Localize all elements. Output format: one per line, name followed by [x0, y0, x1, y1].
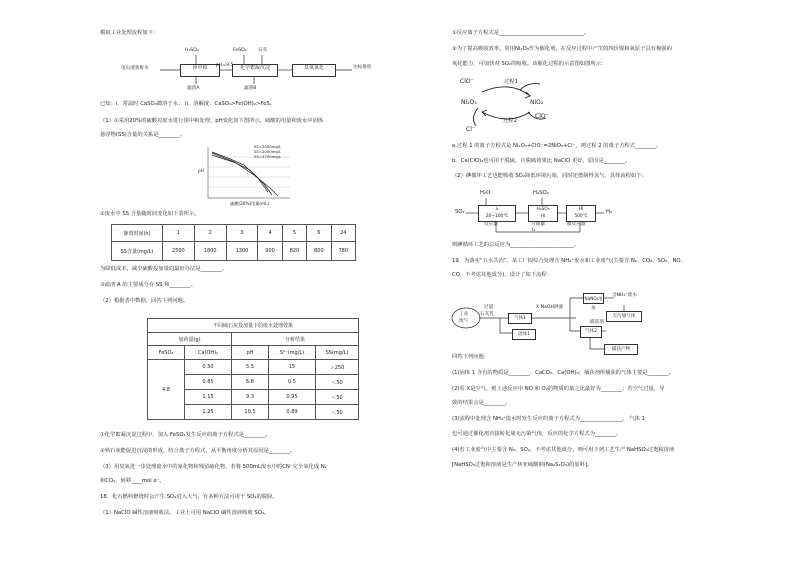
- table-cell: 6: [307, 225, 331, 242]
- flow-output: 达标排放: [353, 65, 372, 70]
- table-cell: ＜50: [316, 405, 359, 420]
- table-cell: 2: [194, 225, 226, 242]
- table-header: pH: [232, 346, 269, 360]
- table-cell: 780: [331, 242, 355, 261]
- flow-box-ozone: 臭氧氧化: [292, 64, 336, 77]
- table-header: S²⁻(mg/L): [269, 346, 316, 360]
- table-cell: 1.25: [185, 405, 232, 420]
- right-line-2: ②为了提高吸收效率，常用Ni₂O₃作为催化剂。在反应过程中产生的四价镍和氧原子具有极强的: [452, 46, 672, 52]
- table-cell: 900: [258, 242, 282, 261]
- right-line-4: a.过程 1 的离子方程式是 Ni₂O₃+ClO⁻=2NiO₂+Cl⁻，则过程 2 的离子方程式________。: [452, 143, 662, 149]
- table-cell: 4: [258, 225, 282, 242]
- iodine-i2-return: I₂: [532, 228, 536, 233]
- left-line-1: 模拟工业处理流程如下：: [100, 30, 159, 36]
- flow-ph-label: pH=9.5: [216, 63, 234, 68]
- iodine-membrane-top: HI: [578, 207, 584, 212]
- iodine-h2o: H₂O: [480, 190, 491, 196]
- left-line-14: （1）NaClO 碱性溶液吸收法。工业上可用 NaClO 碱性溶液吸收 SO₂。: [100, 510, 270, 516]
- waste-gas-line2: 废气: [459, 319, 469, 324]
- table-cell: 800: [307, 242, 331, 261]
- cycle-cl-out: Cl⁻: [466, 126, 476, 133]
- right-line-5: b．Ca(ClO)₂也可用于脱硫，且脱硫效果比 NaClO 更好，原因是________。: [452, 158, 631, 164]
- table-cell: 2500: [163, 242, 195, 261]
- flow-residue-a: 滤渣A: [187, 86, 200, 91]
- iodine-reactor-top: I₂: [495, 207, 499, 212]
- table-header: SS(mg/L): [316, 346, 359, 360]
- right-line-3: 氧化能力，可加快对 SO₂的吸收。该催化过程的示意图如图所示：: [452, 61, 607, 67]
- left-line-12: 和CO₂，转移____mol e⁻。: [100, 478, 165, 484]
- iodine-h2: H₂: [606, 209, 613, 215]
- right-line-9: CO，不考虑其他成分)，设计了如下流程：: [452, 272, 552, 278]
- left-line-3: （1）①采用20%的硫酸对废水进行预中和处理，pH变化如下图所示。硫酸的用量和废水中固体: [100, 118, 324, 124]
- table-cell: 1300: [226, 242, 258, 261]
- left-line-2: 已知：i．常温时 CaSO₄微溶于水； ii．溶解度：CaSO₄>Fe(OH)₂>FeS。: [100, 101, 276, 107]
- right-line-10: 回答下列问题：: [452, 354, 490, 360]
- iodine-separator-label: 分离器: [531, 222, 545, 227]
- waste-gas-line1: 工业: [459, 312, 469, 317]
- waste-solid-1: 固体1: [512, 329, 536, 340]
- left-line-10: ②熟石灰能促进沉淀的形成，结合离子方程式，从平衡角度分析其原因是________。: [100, 448, 296, 454]
- table-cell: 0.85: [185, 375, 232, 390]
- right-line-13: 致的结果会是________。: [452, 400, 511, 406]
- table-cell: 0.5: [269, 375, 316, 390]
- iodine-reactor-label: 反应器: [484, 222, 498, 227]
- iodine-h2so4: H₂SO₄: [533, 190, 549, 196]
- flow-box-flocculation: 化学絮凝沉淀: [232, 64, 278, 77]
- right-line-14: (3)流程中处理含 NH₄⁺废水时发生反应的离子方程式为________________。 气体 1: [452, 416, 645, 422]
- cycle-nio2: NiO₂: [530, 99, 544, 106]
- flow-residue-b: 滤渣B: [244, 86, 257, 91]
- ph-chart-legend-1: SS=2500mg/L: [254, 144, 282, 149]
- flow-box-preneutralize: 预中和: [180, 64, 220, 77]
- waste-x-naoh: X NaOH溶液: [536, 305, 564, 310]
- iodine-reactor-temp: 20~100℃: [485, 214, 509, 219]
- flow-reagent-feso4: FeSO₄: [233, 48, 247, 53]
- waste-absorbent: 捕获剂: [590, 320, 604, 325]
- table-caption: 不同硫石灰投加量下的废水处理效果: [148, 319, 359, 333]
- right-line-16: (4)若工业废气中主要含 N₂、SO₂，不考虑其他成分，则可用下列工艺生产 NaHSO₃过饱和溶液: [452, 447, 675, 453]
- table-cell: ＞250: [316, 360, 359, 375]
- cycle-process-2: 过程2: [503, 118, 517, 124]
- waste-excess: 过量: [484, 305, 494, 310]
- left-line-5: ②废水中 SS 含量随时间变化如下表所示。: [100, 211, 200, 217]
- table-cell: 5.5: [232, 360, 269, 375]
- table-cell: 24: [331, 225, 355, 242]
- right-line-1: ①反应离子方程式是________________________________。: [452, 30, 590, 36]
- left-line-11: （3）用臭氧进一步处理废水中的氰化物和残留硫化物，若将 500mL废水中的CN⁻完全氧化成 N₂: [100, 464, 327, 470]
- table-cell: 10.5: [232, 405, 269, 420]
- table-cell: ＜50: [316, 375, 359, 390]
- cycle-process-1: 过程1: [504, 79, 518, 85]
- right-line-6: （2）碘循环工艺也能吸收 SO₂降低环境污染，同时还能制得氢气，具体流程如下：: [452, 173, 647, 179]
- ph-chart-xlabel: 硫酸(20%)用量(mL): [230, 201, 270, 206]
- waste-nh4: 含NH₄⁺废水: [612, 293, 637, 298]
- table-cell: 9.3: [232, 390, 269, 405]
- table-header: FeSO₄: [148, 346, 185, 360]
- table-cell: ＜50: [316, 390, 359, 405]
- right-line-15: 也可通过催化剂直接转化成无污染气体，反应的化学方程式为________。: [452, 431, 622, 437]
- table-cell: 6.8: [232, 375, 269, 390]
- left-line-7: ③滤渣 A 的主要成分有 SS 和________。: [100, 282, 196, 288]
- iodine-membrane-temp: 500℃: [574, 214, 588, 219]
- table-header: Ca(OH)₂: [185, 346, 232, 360]
- left-line-9: ①化学絮凝沉淀过程中，加入 FeSO₄发生反应的离子方程式是________。: [100, 432, 271, 438]
- left-line-4: 悬浮物(SS)含量的关系是________。: [100, 132, 186, 138]
- iodine-membrane-label: 膜反应器: [567, 222, 586, 227]
- iodine-separator-top: H₂SO₄: [536, 207, 550, 212]
- flow-input: 电石渣浆废水: [121, 66, 149, 71]
- cycle-clo-in: ClO⁻: [460, 78, 474, 85]
- ph-chart-ylabel: pH: [198, 169, 205, 174]
- right-line-12: (2)若 X是空气，则上述反应中 NO 和 O₂的物质的量之比最好为________；若空气过量，导: [452, 386, 665, 392]
- waste-gas-1: 气体1: [508, 313, 532, 324]
- cycle-clo-2: ClO⁻: [535, 113, 549, 120]
- right-line-17: [NaHSO₃过饱和溶液是生产焦亚硫酸钠(Na₂S₂O₅)的原料]。: [452, 462, 593, 468]
- ph-chart-legend-3: SS=3700mg/L: [254, 154, 282, 159]
- table-cell: 0.89: [269, 405, 316, 420]
- table-cell: 1: [163, 225, 195, 242]
- table-cell: 1.15: [185, 390, 232, 405]
- right-line-11: (1)固体 1 含有的物质是________、CaCO₃、Ca(OH)₂；捕获剂所捕获的气体主要是________。: [452, 370, 675, 376]
- table-cell: 5: [282, 225, 306, 242]
- table-cell: 1800: [194, 242, 226, 261]
- waste-clean-gas: 无污染气体: [606, 311, 642, 322]
- waste-lime: 石灰乳: [480, 312, 494, 317]
- flow-reagent-lime: 石灰: [258, 48, 268, 53]
- flow-reagent-h2so4: H₂SO₄: [185, 48, 199, 53]
- iodine-separator-bottom: HI: [540, 214, 546, 219]
- ph-chart-legend-2: SS=2000mg/L: [254, 149, 282, 154]
- right-line-7: 则碘循环工艺的总反应为________________________。: [452, 242, 580, 248]
- table-cell: 0.95: [269, 390, 316, 405]
- table-header: 加药量(g): [148, 333, 232, 346]
- left-line-6: 为降低成本，减少硫酸投加量的最好办法是________。: [100, 266, 228, 272]
- waste-product: 捕获产物: [604, 344, 638, 355]
- table-cell: SS含量(mg/L): [112, 242, 163, 261]
- table-cell: 4.8: [148, 360, 185, 420]
- waste-nano2: NaNO₂溶液: [583, 293, 604, 304]
- table-cell: 0.50: [185, 360, 232, 375]
- table-cell: 3: [226, 225, 258, 242]
- waste-gas-2: 气体2: [580, 326, 602, 338]
- table-header: 分析结果: [232, 333, 359, 346]
- table-cell: 15: [269, 360, 316, 375]
- table-cell: 820: [282, 242, 306, 261]
- cycle-ni2o3: Ni₂O₃: [461, 99, 477, 106]
- iodine-so2: SO₂: [455, 209, 465, 215]
- table-cell: 静置时间(h): [112, 225, 163, 242]
- left-line-8: （2）根据表中数据，回答下列问题。: [100, 298, 189, 304]
- right-line-8: 19．为落实“五水共治”，某工厂拟综合处理含 NH₄⁺废水和工业废气(主要含 N₂、CO₂、SO₂、NO、: [452, 258, 686, 264]
- left-line-13: 18．化石燃料燃烧时会产生 SO₂进入大气，有多种方法可用于 SO₂的脱除。: [100, 494, 278, 500]
